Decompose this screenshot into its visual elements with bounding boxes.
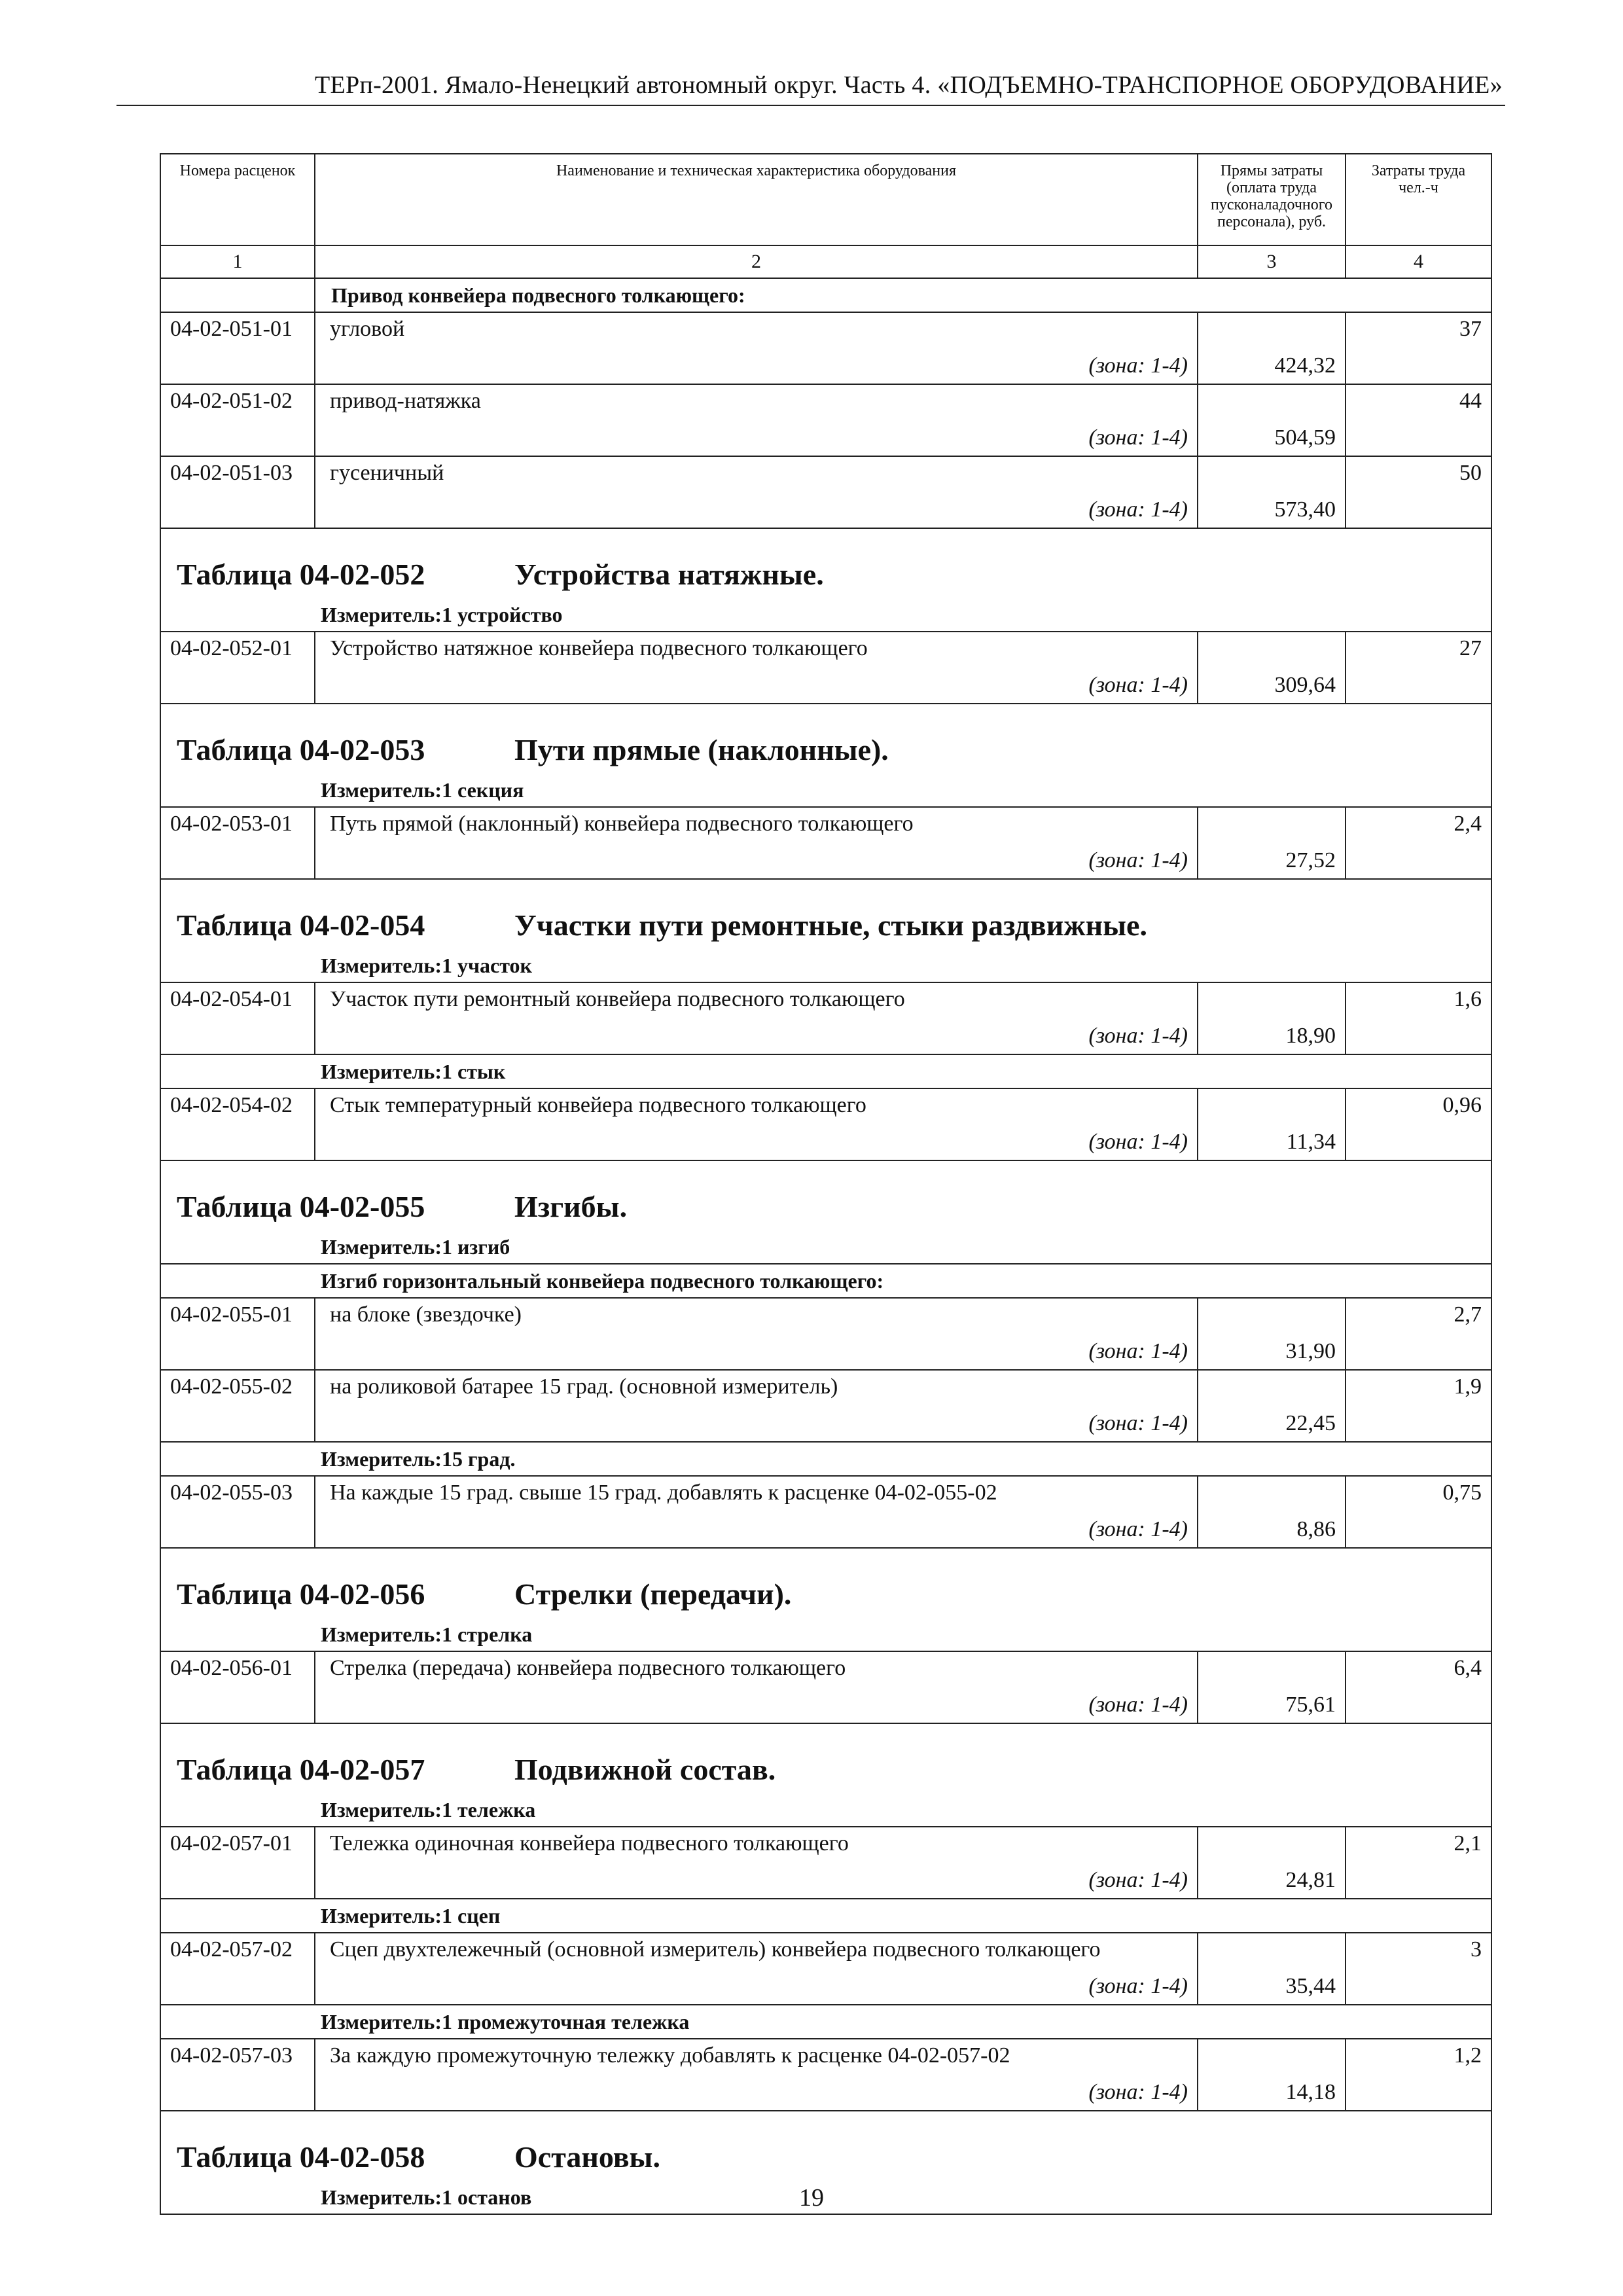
measure-label: Измеритель:1 сцеп xyxy=(160,1899,1491,1933)
measure-row xyxy=(160,1054,1491,1088)
rate-name: угловой xyxy=(330,317,405,341)
rate-labor: 0,75 xyxy=(1346,1476,1491,1548)
table-row xyxy=(160,1827,1491,1899)
rate-price: 18,90 xyxy=(1198,982,1346,1054)
rate-code: 04-02-055-03 xyxy=(160,1476,315,1548)
table-row xyxy=(160,1088,1491,1160)
zone-label: (зона: 1-4) xyxy=(1088,425,1188,450)
rate-name: Устройство натяжное конвейера подвесного толкающего xyxy=(330,636,868,660)
measure-row xyxy=(160,1442,1491,1476)
rate-name: Сцеп двухтележечный (основной измеритель) конвейера подвесного толкающего xyxy=(330,1937,1101,1962)
col-number: 4 xyxy=(1346,245,1491,278)
rate-labor: 1,2 xyxy=(1346,2039,1491,2111)
rate-price: 14,18 xyxy=(1198,2039,1346,2111)
rate-price: 35,44 xyxy=(1198,1933,1346,2005)
col-header-labor: Затраты труда чел.-ч xyxy=(1346,154,1491,245)
table-title-row xyxy=(160,879,1491,949)
table-title: Стрелки (передачи). xyxy=(514,1577,792,1611)
header-rule xyxy=(116,105,1505,106)
rate-labor: 6,4 xyxy=(1346,1651,1491,1723)
rate-labor: 1,6 xyxy=(1346,982,1491,1054)
measure-label: Измеритель:1 останов xyxy=(160,2181,1491,2214)
rate-name: Стык температурный конвейера подвесного толкающего xyxy=(330,1093,866,1117)
col-number: 1 xyxy=(160,245,315,278)
measure-label: Измеритель:1 устройство xyxy=(160,598,1491,632)
rate-labor: 2,7 xyxy=(1346,1298,1491,1370)
zone-label: (зона: 1-4) xyxy=(1088,497,1188,522)
table-title-row xyxy=(160,1723,1491,1793)
table-title: Остановы. xyxy=(514,2140,660,2174)
rate-price: 27,52 xyxy=(1198,807,1346,879)
group-row xyxy=(160,1264,1491,1298)
rate-name: Тележка одиночная конвейера подвесного толкающего xyxy=(330,1831,849,1856)
table-row xyxy=(160,982,1491,1054)
table-number: Таблица 04-02-053 xyxy=(177,733,425,766)
rate-code: 04-02-053-01 xyxy=(160,807,315,879)
col-header-code: Номера расценок xyxy=(160,154,315,245)
rate-price: 573,40 xyxy=(1198,456,1346,528)
table-title-row xyxy=(160,704,1491,774)
table-number: Таблица 04-02-052 xyxy=(177,558,425,591)
column-number-row xyxy=(160,245,1491,278)
table-row xyxy=(160,312,1491,384)
rate-price: 31,90 xyxy=(1198,1298,1346,1370)
running-header: ТЕРп-2001. Ямало-Ненецкий автономный округ. Часть 4. «ПОДЪЕМНО-ТРАНСПОРНОЕ ОБОРУДОВАНИЕ» xyxy=(315,71,1503,99)
table-number: Таблица 04-02-056 xyxy=(177,1577,425,1611)
zone-label: (зона: 1-4) xyxy=(1088,673,1188,697)
rate-price: 24,81 xyxy=(1198,1827,1346,1899)
rate-code: 04-02-055-01 xyxy=(160,1298,315,1370)
zone-label: (зона: 1-4) xyxy=(1088,353,1188,378)
rate-price: 75,61 xyxy=(1198,1651,1346,1723)
rate-name: на блоке (звездочке) xyxy=(330,1302,522,1327)
rate-labor: 1,9 xyxy=(1346,1370,1491,1442)
rate-labor: 27 xyxy=(1346,632,1491,704)
rate-price: 22,45 xyxy=(1198,1370,1346,1442)
table-title: Участки пути ремонтные, стыки раздвижные. xyxy=(514,908,1147,942)
group-title: Привод конвейера подвесного толкающего: xyxy=(315,278,1491,312)
measure-label: Измеритель:1 стрелка xyxy=(160,1618,1491,1651)
zone-label: (зона: 1-4) xyxy=(1088,1339,1188,1363)
group-title: Изгиб горизонтальный конвейера подвесного толкающего: xyxy=(160,1264,1491,1298)
table-row xyxy=(160,1933,1491,2005)
rate-name: За каждую промежуточную тележку добавлять к расценке 04-02-057-02 xyxy=(330,2043,1010,2068)
rate-labor: 2,1 xyxy=(1346,1827,1491,1899)
rate-name: Стрелка (передача) конвейера подвесного толкающего xyxy=(330,1656,846,1680)
rate-labor: 0,96 xyxy=(1346,1088,1491,1160)
table-row xyxy=(160,456,1491,528)
table-title-row xyxy=(160,1548,1491,1618)
zone-label: (зона: 1-4) xyxy=(1088,1693,1188,1717)
table-title: Подвижной состав. xyxy=(514,1753,776,1786)
table-row xyxy=(160,1651,1491,1723)
col-header-name: Наименование и техническая характеристика оборудования xyxy=(315,154,1198,245)
measure-label: Измеритель:1 тележка xyxy=(160,1793,1491,1827)
table-title-row xyxy=(160,528,1491,598)
measure-row xyxy=(160,1230,1491,1264)
rate-price: 11,34 xyxy=(1198,1088,1346,1160)
rate-name: привод-натяжка xyxy=(330,389,481,413)
rate-code: 04-02-057-02 xyxy=(160,1933,315,2005)
col-number: 3 xyxy=(1198,245,1346,278)
col-number: 2 xyxy=(315,245,1198,278)
zone-label: (зона: 1-4) xyxy=(1088,2080,1188,2104)
measure-label: Измеритель:1 промежуточная тележка xyxy=(160,2005,1491,2039)
col-header-direct-cost: Прямы затраты (оплата труда пусконаладочного персонала), руб. xyxy=(1198,154,1346,245)
rate-labor: 50 xyxy=(1346,456,1491,528)
measure-row xyxy=(160,949,1491,982)
table-row xyxy=(160,1476,1491,1548)
table-number: Таблица 04-02-058 xyxy=(177,2140,425,2174)
price-table xyxy=(160,153,1492,2215)
table-row xyxy=(160,807,1491,879)
column-header-row xyxy=(160,154,1491,245)
measure-row xyxy=(160,598,1491,632)
table-title-row xyxy=(160,1160,1491,1230)
rate-name: Участок пути ремонтный конвейера подвесного толкающего xyxy=(330,987,905,1011)
rate-code: 04-02-056-01 xyxy=(160,1651,315,1723)
measure-label: Измеритель:1 стык xyxy=(160,1054,1491,1088)
zone-label: (зона: 1-4) xyxy=(1088,1974,1188,1998)
table-number: Таблица 04-02-054 xyxy=(177,908,425,942)
table-row xyxy=(160,1370,1491,1442)
table-row xyxy=(160,2039,1491,2111)
measure-row xyxy=(160,1618,1491,1651)
rate-name: Путь прямой (наклонный) конвейера подвесного толкающего xyxy=(330,812,914,836)
table-title: Устройства натяжные. xyxy=(514,558,824,591)
rate-price: 504,59 xyxy=(1198,384,1346,456)
zone-label: (зона: 1-4) xyxy=(1088,1024,1188,1048)
measure-row xyxy=(160,1899,1491,1933)
zone-label: (зона: 1-4) xyxy=(1088,1411,1188,1435)
rate-code: 04-02-051-03 xyxy=(160,456,315,528)
rate-labor: 44 xyxy=(1346,384,1491,456)
measure-label: Измеритель:1 участок xyxy=(160,949,1491,982)
rate-code: 04-02-054-01 xyxy=(160,982,315,1054)
measure-label: Измеритель:1 секция xyxy=(160,774,1491,807)
measure-row xyxy=(160,1793,1491,1827)
table-title: Изгибы. xyxy=(514,1190,628,1223)
table-row xyxy=(160,1298,1491,1370)
page-number: 19 xyxy=(799,2184,824,2212)
zone-label: (зона: 1-4) xyxy=(1088,848,1188,872)
measure-label: Измеритель:1 изгиб xyxy=(160,1230,1491,1264)
measure-row xyxy=(160,774,1491,807)
rate-code: 04-02-057-01 xyxy=(160,1827,315,1899)
table-row xyxy=(160,384,1491,456)
group-row xyxy=(160,278,1491,312)
zone-label: (зона: 1-4) xyxy=(1088,1517,1188,1541)
measure-label: Измеритель:15 град. xyxy=(160,1442,1491,1476)
rate-name: На каждые 15 град. свыше 15 град. добавлять к расценке 04-02-055-02 xyxy=(330,1480,997,1505)
measure-row xyxy=(160,2005,1491,2039)
rate-code: 04-02-051-01 xyxy=(160,312,315,384)
rate-name: на роликовой батарее 15 град. (основной измеритель) xyxy=(330,1374,838,1399)
table-number: Таблица 04-02-055 xyxy=(177,1190,425,1223)
rate-price: 424,32 xyxy=(1198,312,1346,384)
table-title: Пути прямые (наклонные). xyxy=(514,733,889,766)
zone-label: (зона: 1-4) xyxy=(1088,1130,1188,1154)
rate-code: 04-02-054-02 xyxy=(160,1088,315,1160)
table-title-row xyxy=(160,2111,1491,2181)
zone-label: (зона: 1-4) xyxy=(1088,1868,1188,1892)
rate-price: 8,86 xyxy=(1198,1476,1346,1548)
rate-code: 04-02-055-02 xyxy=(160,1370,315,1442)
rate-labor: 3 xyxy=(1346,1933,1491,2005)
rate-labor: 37 xyxy=(1346,312,1491,384)
table-row xyxy=(160,632,1491,704)
rate-code: 04-02-052-01 xyxy=(160,632,315,704)
rate-code: 04-02-057-03 xyxy=(160,2039,315,2111)
table-number: Таблица 04-02-057 xyxy=(177,1753,425,1786)
rate-labor: 2,4 xyxy=(1346,807,1491,879)
rate-code: 04-02-051-02 xyxy=(160,384,315,456)
rate-price: 309,64 xyxy=(1198,632,1346,704)
rate-name: гусеничный xyxy=(330,461,444,485)
